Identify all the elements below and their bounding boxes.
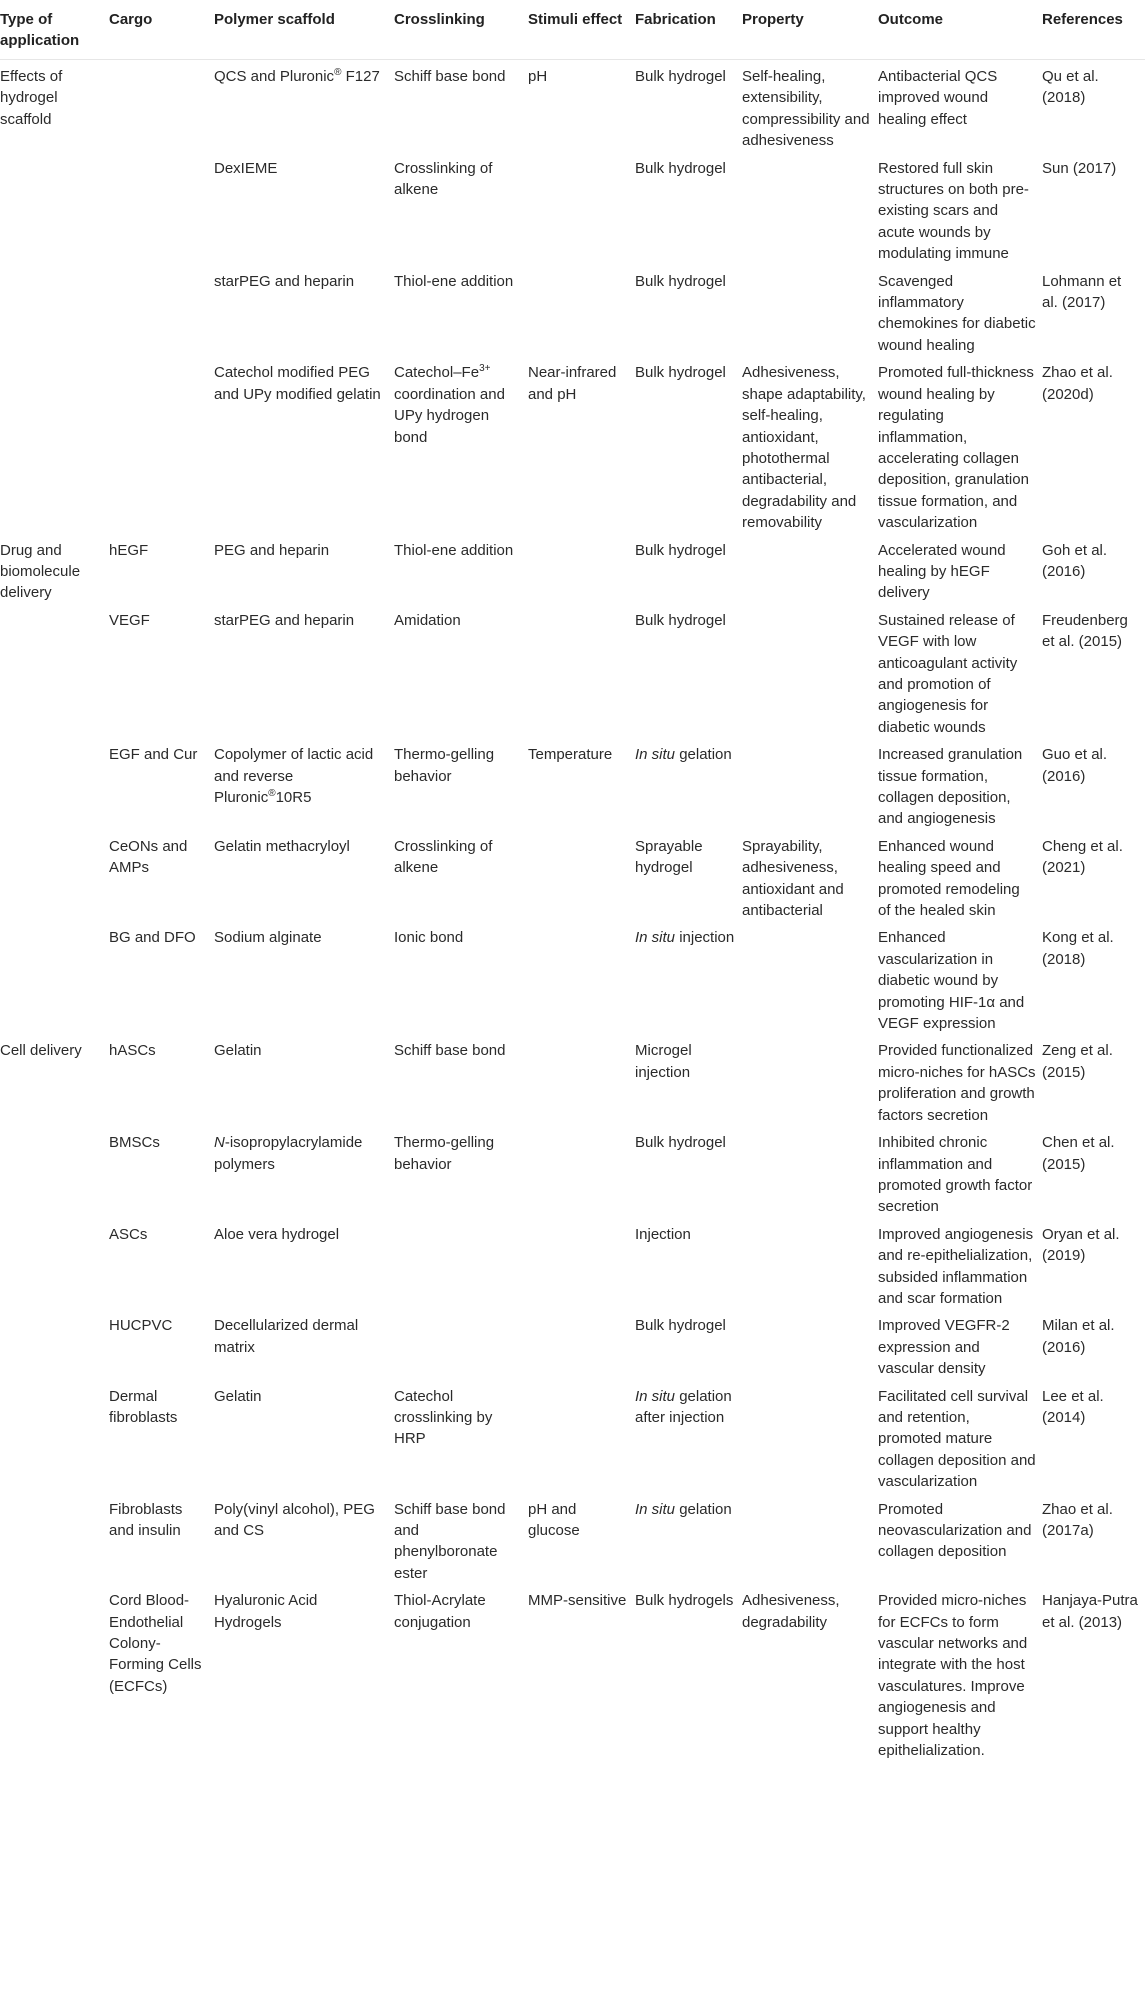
cell-outcome: Enhanced wound healing speed and promoted remodeling of the healed skin: [878, 837, 1020, 920]
cell-property: [742, 1218, 878, 1310]
cell-fabrication: [635, 921, 742, 1034]
cell-property: Adhesiveness, shape adaptability, self-healing, antioxidant, photothermal antibacterial, degradability and removability: [742, 364, 866, 532]
cell-outcome: Provided micro-niches for ECFCs to form vascular networks and integrate with the host vasculatures. Improve angiogenesis and support healthy epithelialization.: [878, 1592, 1028, 1760]
cell-fabrication: Sprayable hydrogel: [635, 837, 703, 877]
cell-type: [0, 1380, 109, 1493]
cell-reference: Lee et al. (2014): [1042, 1387, 1104, 1426]
cell-stimuli: Temperature: [528, 746, 613, 764]
cell-polymer: Gelatin: [214, 1042, 262, 1060]
cell-property: [742, 152, 878, 265]
cell-fabrication: Bulk hydrogels: [635, 1592, 734, 1610]
cell-crosslinking: Thiol-ene addition: [394, 272, 514, 290]
cell-cargo: hASCs: [109, 1042, 156, 1060]
cell-type: [0, 738, 109, 830]
cell-fabrication: Bulk hydrogel: [635, 272, 726, 290]
cell-outcome: Antibacterial QCS improved wound healing effect: [878, 68, 998, 128]
table-row: [0, 1584, 1145, 1761]
cell-cargo: EGF and Cur: [109, 746, 198, 764]
crosslinking-text: Catechol–Fe: [394, 364, 480, 382]
cell-polymer: Poly(vinyl alcohol), PEG and CS: [214, 1500, 375, 1539]
cell-polymer: Sodium alginate: [214, 929, 322, 947]
cell-polymer: starPEG and heparin: [214, 272, 355, 290]
cell-cargo: Fibroblasts and insulin: [109, 1500, 183, 1539]
cell-reference: Guo et al. (2016): [1042, 746, 1108, 785]
cell-stimuli: [528, 921, 635, 1034]
charge-superscript: 3+: [479, 363, 491, 375]
cell-reference: Freudenberg et al. (2015): [1042, 611, 1128, 651]
cell-property: Self-healing, extensibility, compressibility and adhesiveness: [742, 68, 870, 150]
cell-fabrication: [635, 1493, 742, 1585]
cell-outcome: Enhanced vascularization in diabetic wound by promoting HIF-1α and VEGF expression: [878, 929, 1025, 1033]
cell-outcome: Promoted neovascularization and collagen deposition: [878, 1500, 1032, 1561]
cell-stimuli: MMP-sensitive: [528, 1592, 627, 1610]
cell-polymer: [214, 1126, 394, 1218]
table-row: [0, 1493, 1145, 1585]
table-row: [0, 152, 1145, 265]
cell-stimuli: [528, 534, 635, 604]
cell-type: [0, 921, 109, 1034]
cell-type: [0, 1309, 109, 1379]
cell-polymer: [214, 738, 394, 830]
fabrication-text: injection: [675, 929, 735, 947]
header-property: Property: [742, 0, 878, 60]
cell-crosslinking: Thermo-gelling behavior: [394, 746, 495, 785]
cell-property: Sprayability, adhesiveness, antioxidant and antibacterial: [742, 837, 844, 920]
header-outcome: Outcome: [878, 0, 1042, 60]
cell-cargo: CeONs and AMPs: [109, 837, 188, 877]
header-stimuli: Stimuli effect: [528, 0, 635, 60]
cell-reference: Zeng et al. (2015): [1042, 1042, 1113, 1081]
cell-polymer: Gelatin methacryloyl: [214, 837, 350, 855]
cell-property: Adhesiveness, degradability: [742, 1592, 840, 1631]
cell-type: [0, 1584, 109, 1761]
group-drug: Drug and biomolecule delivery: [0, 541, 81, 602]
table-row: [0, 60, 1145, 152]
cell-crosslinking: Ionic bond: [394, 929, 464, 947]
cell-cargo: Dermal fibroblasts: [109, 1387, 178, 1426]
cell-fabrication: [635, 1380, 742, 1493]
table-row: [0, 738, 1145, 830]
cell-reference: Goh et al. (2016): [1042, 541, 1108, 580]
cell-cargo: HUCPVC: [109, 1317, 173, 1335]
cell-cargo: ASCs: [109, 1225, 148, 1243]
cell-reference: Chen et al. (2015): [1042, 1134, 1115, 1173]
cell-outcome: Scavenged inflammatory chemokines for diabetic wound healing: [878, 272, 1036, 354]
cell-crosslinking: Thiol-Acrylate conjugation: [394, 1592, 486, 1631]
header-crosslinking: Crosslinking: [394, 0, 528, 60]
cell-reference: Zhao et al. (2020d): [1042, 364, 1113, 403]
cell-crosslinking: [394, 1218, 528, 1310]
header-row: [0, 0, 1145, 60]
fabrication-italic: In situ: [635, 929, 676, 947]
cell-outcome: Improved angiogenesis and re-epithelialization, subsided inflammation and scar formation: [878, 1225, 1034, 1307]
cell-property: [742, 265, 878, 357]
cell-reference: Oryan et al. (2019): [1042, 1225, 1120, 1265]
cell-type: [0, 1218, 109, 1310]
table-row: [0, 1309, 1145, 1379]
cell-cargo: BMSCs: [109, 1134, 160, 1152]
fabrication-italic: In situ: [635, 746, 676, 764]
cell-cargo: Cord Blood-Endothelial Colony-Forming Cells (ECFCs): [109, 1592, 202, 1695]
cell-cargo: [109, 152, 214, 265]
cell-outcome: Improved VEGFR-2 expression and vascular density: [878, 1317, 1010, 1378]
cell-stimuli: [528, 1218, 635, 1310]
header-fabrication: Fabrication: [635, 0, 742, 60]
cell-stimuli: [528, 1126, 635, 1218]
cell-polymer: Catechol modified PEG and UPy modified gelatin: [214, 364, 381, 403]
fabrication-text: gelation: [675, 1500, 732, 1518]
cell-fabrication: Bulk hydrogel: [635, 68, 726, 85]
table-row: [0, 534, 1145, 604]
cell-reference: Lohmann et al. (2017): [1042, 272, 1122, 312]
cell-fabrication: [635, 738, 742, 830]
cell-reference: Milan et al. (2016): [1042, 1317, 1115, 1356]
cell-crosslinking: Catechol crosslinking by HRP: [394, 1387, 493, 1448]
header-type: Type of application: [0, 0, 109, 60]
cell-type: [0, 1126, 109, 1218]
cell-fabrication: Bulk hydrogel: [635, 611, 726, 629]
cell-reference: Kong et al. (2018): [1042, 929, 1114, 968]
cell-polymer: DexIEME: [214, 159, 278, 177]
cell-polymer: PEG and heparin: [214, 541, 330, 559]
cell-cargo: hEGF: [109, 541, 149, 559]
polymer-text: -isopropylacrylamide polymers: [214, 1134, 363, 1173]
polymer-italic: N: [214, 1134, 225, 1152]
group-cell: Cell delivery: [0, 1042, 82, 1060]
cell-property: [742, 1034, 878, 1126]
cell-outcome: Provided functionalized micro-niches for hASCs proliferation and growth factors secretion: [878, 1042, 1036, 1124]
cell-cargo: [109, 356, 214, 533]
cell-cargo: [109, 265, 214, 357]
cell-polymer: starPEG and heparin: [214, 611, 355, 629]
cell-stimuli: Near-infrared and pH: [528, 364, 617, 403]
cell-stimuli: [528, 830, 635, 922]
registered-mark: ®: [334, 67, 342, 78]
table-body: [0, 60, 1145, 1762]
cell-type: [0, 356, 109, 533]
cell-reference: Zhao et al. (2017a): [1042, 1500, 1113, 1539]
table-row: [0, 1380, 1145, 1493]
cell-property: [742, 1309, 878, 1379]
cell-crosslinking: Crosslinking of alkene: [394, 159, 493, 199]
cell-outcome: Inhibited chronic inflammation and promoted growth factor secretion: [878, 1134, 1033, 1216]
table-row: [0, 356, 1145, 533]
polymer-text: Copolymer of lactic acid and reverse Pluronic: [214, 746, 374, 806]
cell-outcome: Facilitated cell survival and retention, promoted mature collagen deposition and vascularization: [878, 1387, 1036, 1491]
table-row: [0, 265, 1145, 357]
cell-outcome: Increased granulation tissue formation, collagen deposition, and angiogenesis: [878, 746, 1023, 828]
table-row: [0, 830, 1145, 922]
table-row: [0, 1126, 1145, 1218]
cell-stimuli: [528, 1380, 635, 1493]
cell-fabrication: Injection: [635, 1225, 691, 1243]
cell-stimuli: [528, 152, 635, 265]
cell-outcome: Accelerated wound healing by hEGF delivery: [878, 541, 1006, 602]
cell-fabrication: Bulk hydrogel: [635, 159, 726, 177]
cell-property: [742, 738, 878, 830]
polymer-text-suffix: 10R5: [275, 789, 312, 806]
cell-property: [742, 921, 878, 1034]
cell-stimuli: [528, 1034, 635, 1126]
group-effects: Effects of hydrogel scaffold: [0, 68, 63, 128]
cell-fabrication: Bulk hydrogel: [635, 364, 726, 382]
cell-outcome: Sustained release of VEGF with low anticoagulant activity and promotion of angiogenesis for diabetic wounds: [878, 611, 1018, 736]
header-references: References: [1042, 0, 1145, 60]
cell-reference: Qu et al. (2018): [1042, 68, 1099, 107]
cell-property: [742, 604, 878, 738]
fabrication-italic: In situ: [635, 1500, 676, 1518]
crosslinking-text-suffix: coordination and UPy hydrogen bond: [394, 385, 505, 446]
cell-fabrication: Bulk hydrogel: [635, 541, 726, 559]
header-cargo: Cargo: [109, 0, 214, 60]
cell-type: [0, 1493, 109, 1585]
cell-fabrication: Microgel injection: [635, 1042, 692, 1081]
table-row: [0, 1034, 1145, 1126]
cell-crosslinking: Schiff base bond: [394, 1042, 506, 1060]
cell-polymer: [214, 60, 394, 152]
fabrication-italic: In situ: [635, 1387, 676, 1405]
cell-property: [742, 1493, 878, 1585]
cell-crosslinking: Crosslinking of alkene: [394, 837, 493, 877]
cell-stimuli: [528, 265, 635, 357]
cell-crosslinking: Schiff base bond: [394, 68, 506, 85]
cell-cargo: BG and DFO: [109, 929, 196, 947]
cell-reference: Sun (2017): [1042, 159, 1117, 177]
cell-stimuli: pH and glucose: [528, 1500, 580, 1539]
cell-type: [0, 604, 109, 738]
table-row: [0, 1218, 1145, 1310]
cell-stimuli: [528, 1309, 635, 1379]
cell-crosslinking: Amidation: [394, 611, 461, 629]
cell-outcome: Promoted full-thickness wound healing by regulating inflammation, accelerating collagen deposition, granulation tissue formation, and vascularization: [878, 364, 1034, 532]
cell-type: [0, 152, 109, 265]
cell-property: [742, 1126, 878, 1218]
cell-cargo: VEGF: [109, 611, 150, 629]
cell-reference: Cheng et al. (2021): [1042, 837, 1123, 877]
cell-property: [742, 1380, 878, 1493]
cell-type: [0, 265, 109, 357]
cell-fabrication: Bulk hydrogel: [635, 1134, 726, 1152]
cell-fabrication: Bulk hydrogel: [635, 1317, 726, 1335]
header-polymer: Polymer scaffold: [214, 0, 394, 60]
table-header: [0, 0, 1145, 60]
polymer-text-suffix: F127: [341, 68, 380, 85]
cell-polymer: Gelatin: [214, 1387, 262, 1405]
registered-mark: ®: [268, 788, 276, 799]
cell-polymer: Decellularized dermal matrix: [214, 1317, 359, 1356]
cell-type: [0, 830, 109, 922]
cell-outcome: Restored full skin structures on both pre-existing scars and acute wounds by modulating immune: [878, 159, 1029, 263]
cell-stimuli: pH: [528, 68, 548, 85]
polymer-text: QCS and Pluronic: [214, 68, 335, 85]
cell-reference: Hanjaya-Putra et al. (2013): [1042, 1592, 1138, 1631]
cell-cargo: [109, 60, 214, 152]
cell-polymer: Hyaluronic Acid Hydrogels: [214, 1592, 318, 1631]
cell-crosslinking: Thiol-ene addition: [394, 541, 514, 559]
cell-crosslinking: Schiff base bond and phenylboronate ester: [394, 1500, 506, 1582]
cell-stimuli: [528, 604, 635, 738]
fabrication-text: gelation: [675, 746, 732, 764]
fabrication-text: gelation after injection: [635, 1387, 732, 1426]
cell-crosslinking: Thermo-gelling behavior: [394, 1134, 495, 1173]
cell-polymer: Aloe vera hydrogel: [214, 1225, 340, 1243]
table-row: [0, 921, 1145, 1034]
cell-crosslinking: [394, 1309, 528, 1379]
cell-crosslinking: [394, 356, 528, 533]
cell-property: [742, 534, 878, 604]
table-row: [0, 604, 1145, 738]
